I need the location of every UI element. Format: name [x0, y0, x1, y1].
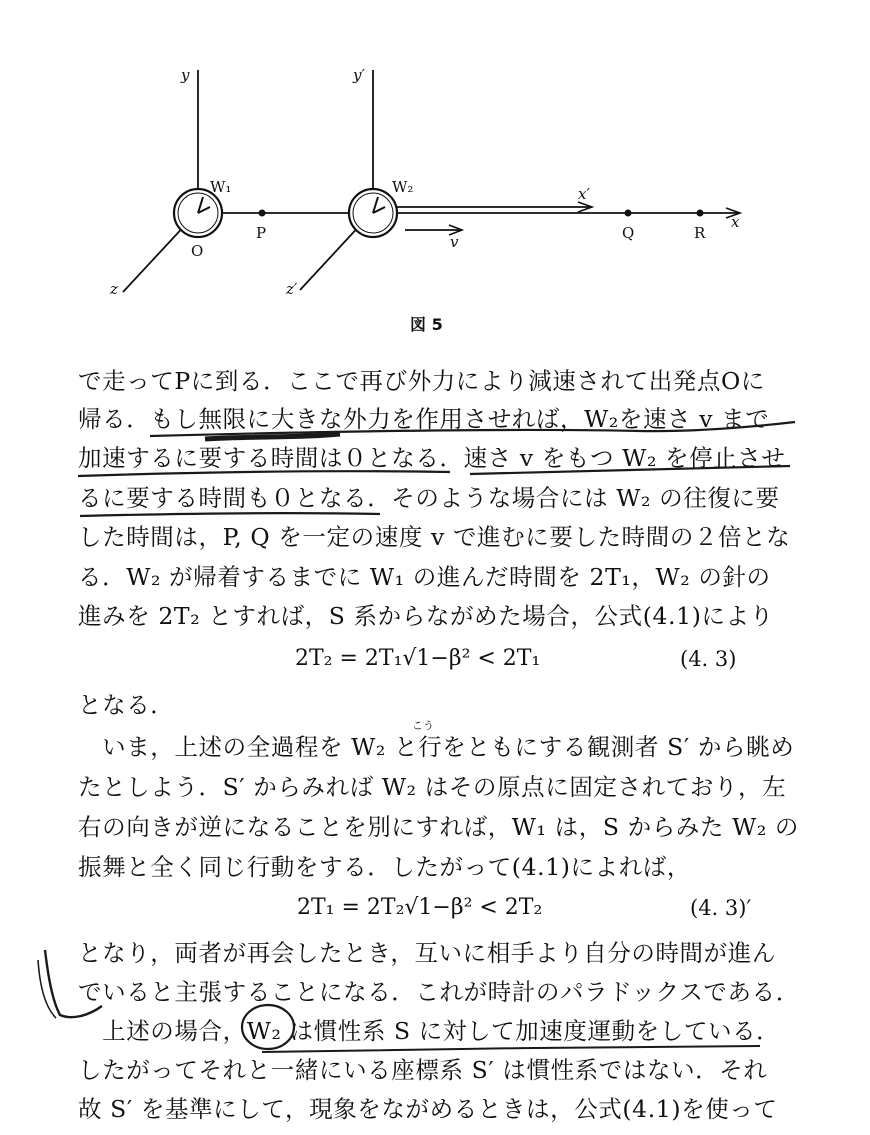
label-r: R: [694, 224, 706, 242]
label-v: v: [450, 233, 459, 251]
text-line-5: した時間は，P, Q を一定の速度 v で進むに要した時間の２倍とな: [78, 523, 791, 551]
margin-bracket-tail: [38, 960, 56, 1018]
text-line-2: 帰る．もし無限に大きな外力を作用させれば，W₂を速さ v まで: [78, 405, 770, 433]
text-line-6: る．W₂ が帰着するまでに W₁ の進んだ時間を 2T₁，W₂ の針の: [78, 563, 771, 591]
equation-4-3-prime: 2T₁ = 2T₂√1−β² < 2T₂: [297, 895, 543, 920]
text-line-12: 振舞と全く同じ行動をする．したがって(4.1)によれば，: [78, 853, 692, 881]
text-line-9: いま，上述の全過程を W₂ と行をともにする観測者 S′ から眺め: [78, 733, 795, 761]
label-z: z: [110, 280, 118, 298]
label-q: Q: [622, 224, 635, 242]
text-line-15: 上述の場合，W₂ は慣性系 S に対して加速度運動をしている．: [78, 1017, 781, 1045]
z-prime-axis: [300, 222, 363, 290]
z-axis: [123, 222, 188, 292]
text-line-3: 加速するに要する時間は０となる．速さ v をもつ W₂ を停止させ: [78, 444, 786, 472]
underline-stroke-4: [80, 513, 380, 516]
equation-4-3: 2T₂ = 2T₁√1−β² < 2T₁: [295, 646, 541, 671]
label-y-prime: y′: [353, 66, 365, 84]
text-line-13: となり，両者が再会したとき，互いに相手より自分の時間が進ん: [78, 939, 776, 967]
text-line-17: 故 S′ を基準にして，現象をながめるときは，公式(4.1)を使って: [78, 1095, 778, 1123]
point-q-marker: [625, 210, 632, 217]
label-w1: W₁: [210, 178, 232, 196]
text-line-1: で走ってPに到る．ここで再び外力により減速されて出発点Oに: [78, 367, 765, 395]
figure-caption: 図 5: [410, 315, 443, 334]
text-line-14: でいると主張することになる．これが時計のパラドックスである．: [78, 978, 800, 1006]
label-x-prime: x′: [578, 185, 590, 203]
text-line-7: 進みを 2T₂ とすれば，S 系からながめた場合，公式(4.1)により: [78, 602, 774, 630]
equation-4-3-number: (4. 3): [680, 647, 737, 671]
point-r-marker: [697, 210, 704, 217]
text-line-4: るに要する時間も０となる．そのような場合には W₂ の往復に要: [78, 484, 780, 512]
text-line-10: たとしよう．S′ からみれば W₂ はその原点に固定されており，左: [78, 773, 787, 801]
underline-heavy: [205, 434, 340, 439]
clock-w1-icon: [174, 189, 222, 237]
label-z-prime: z′: [286, 280, 298, 298]
underline-stroke-5: [262, 1046, 760, 1052]
label-w2: W₂: [392, 178, 414, 196]
text-line-8: となる．: [78, 691, 175, 719]
label-o: O: [191, 242, 204, 260]
ruby-annotation: こう: [412, 719, 434, 732]
coordinate-figure: [0, 0, 870, 345]
text-line-16: したがってそれと一緒にいる座標系 S′ は慣性系ではない．それ: [78, 1056, 768, 1084]
label-y: y: [181, 66, 190, 84]
equation-4-3-prime-number: (4. 3)′: [690, 896, 752, 920]
label-x: x: [731, 213, 740, 231]
point-p-marker: [259, 210, 266, 217]
clock-w2-icon: [349, 189, 397, 237]
text-line-11: 右の向きが逆になることを別にすれば，W₁ は，S からみた W₂ の: [78, 813, 800, 841]
label-p: P: [256, 224, 267, 242]
